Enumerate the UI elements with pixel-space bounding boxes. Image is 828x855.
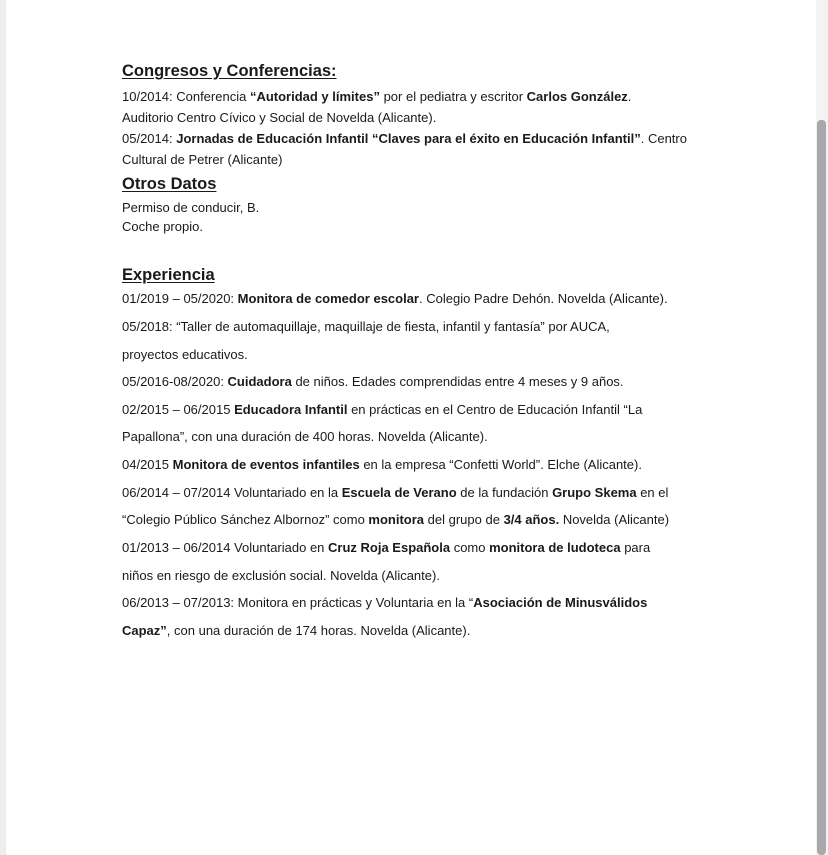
scrollbar-thumb[interactable] xyxy=(817,120,826,855)
text: 02/2015 – 06/2015 xyxy=(122,402,235,417)
text: de la fundación xyxy=(456,485,553,500)
text: 06/2013 – 07/2013: Monitora en prácticas y Voluntaria en la “ xyxy=(122,595,474,610)
text: 06/2014 – 07/2014 Voluntariado en la xyxy=(122,485,342,500)
text: para xyxy=(620,540,651,555)
text: 10/2014: Conferencia xyxy=(122,89,250,104)
heading-otros-datos: Otros Datos xyxy=(122,175,217,193)
text: Novelda (Alicante) xyxy=(559,512,670,527)
text: por el pediatra y escritor xyxy=(379,89,527,104)
experiencia-entry-8-line-1 xyxy=(122,595,647,611)
text: en el xyxy=(636,485,669,500)
text: del grupo de xyxy=(424,512,504,527)
experiencia-entry-7-line-2: niños en riesgo de exclusión social. Novelda (Alicante). xyxy=(122,568,440,583)
text: “Colegio Público Sánchez Albornoz” como xyxy=(122,512,369,527)
text: 05/2016-08/2020: xyxy=(122,374,228,389)
bold-text: Asociación de Minusválidos xyxy=(473,595,648,610)
text: como xyxy=(450,540,490,555)
bold-text: Monitora de comedor escolar xyxy=(237,291,419,306)
bold-text: Carlos González xyxy=(526,89,628,104)
experiencia-entry-5 xyxy=(122,457,642,473)
text: 01/2013 – 06/2014 Voluntariado en xyxy=(122,540,329,555)
text: , con una duración de 174 horas. Novelda (Alicante). xyxy=(166,623,471,638)
bold-text: monitora xyxy=(368,512,425,527)
bold-text: Cuidadora xyxy=(227,374,292,389)
experiencia-entry-7-line-1 xyxy=(122,540,650,556)
text: de niños. Edades comprendidas entre 4 meses y 9 años. xyxy=(291,374,624,389)
bold-text: Monitora de eventos infantiles xyxy=(172,457,360,472)
document-page xyxy=(6,0,816,855)
text: en la empresa “Confetti World”. Elche (Alicante). xyxy=(359,457,642,472)
congresos-entry-2-line-1 xyxy=(122,131,687,147)
otros-line-2: Coche propio. xyxy=(122,219,203,234)
heading-experiencia: Experiencia xyxy=(122,266,215,284)
experiencia-entry-4-line-2: Papallona”, con una duración de 400 horas. Novelda (Alicante). xyxy=(122,429,488,444)
text: 04/2015 xyxy=(122,457,173,472)
bold-text: monitora de ludoteca xyxy=(489,540,621,555)
experiencia-entry-2-line-1: 05/2018: “Taller de automaquillaje, maquillaje de fiesta, infantil y fantasía” por AUCA, xyxy=(122,319,610,334)
text: . Centro xyxy=(640,131,687,146)
bold-text: Escuela de Verano xyxy=(341,485,457,500)
heading-congresos: Congresos y Conferencias: xyxy=(122,62,337,80)
congresos-entry-1-line-2: Auditorio Centro Cívico y Social de Novelda (Alicante). xyxy=(122,110,437,125)
bold-text: “Autoridad y límites” xyxy=(249,89,380,104)
text: 01/2019 – 05/2020: xyxy=(122,291,238,306)
experiencia-entry-4-line-1 xyxy=(122,402,642,418)
bold-text: Cruz Roja Española xyxy=(328,540,451,555)
bold-text: 3/4 años. xyxy=(503,512,560,527)
experiencia-entry-6-line-2 xyxy=(122,512,669,528)
bold-text: Grupo Skema xyxy=(552,485,637,500)
bold-text: Educadora Infantil xyxy=(234,402,348,417)
bold-text: Jornadas de Educación Infantil “Claves para el éxito en Educación Infantil” xyxy=(176,131,641,146)
text: en prácticas en el Centro de Educación Infantil “La xyxy=(347,402,643,417)
congresos-entry-1-line-1 xyxy=(122,89,631,105)
text: . xyxy=(627,89,632,104)
experiencia-entry-8-line-2 xyxy=(122,623,470,639)
experiencia-entry-3 xyxy=(122,374,624,390)
bold-text: Capaz” xyxy=(122,623,167,638)
text: 05/2014: xyxy=(122,131,177,146)
experiencia-entry-2-line-2: proyectos educativos. xyxy=(122,347,248,362)
experiencia-entry-6-line-1 xyxy=(122,485,668,501)
text: . Colegio Padre Dehón. Novelda (Alicante). xyxy=(419,291,668,306)
otros-line-1: Permiso de conducir, B. xyxy=(122,200,260,215)
experiencia-entry-1 xyxy=(122,291,668,307)
congresos-entry-2-line-2: Cultural de Petrer (Alicante) xyxy=(122,152,283,167)
